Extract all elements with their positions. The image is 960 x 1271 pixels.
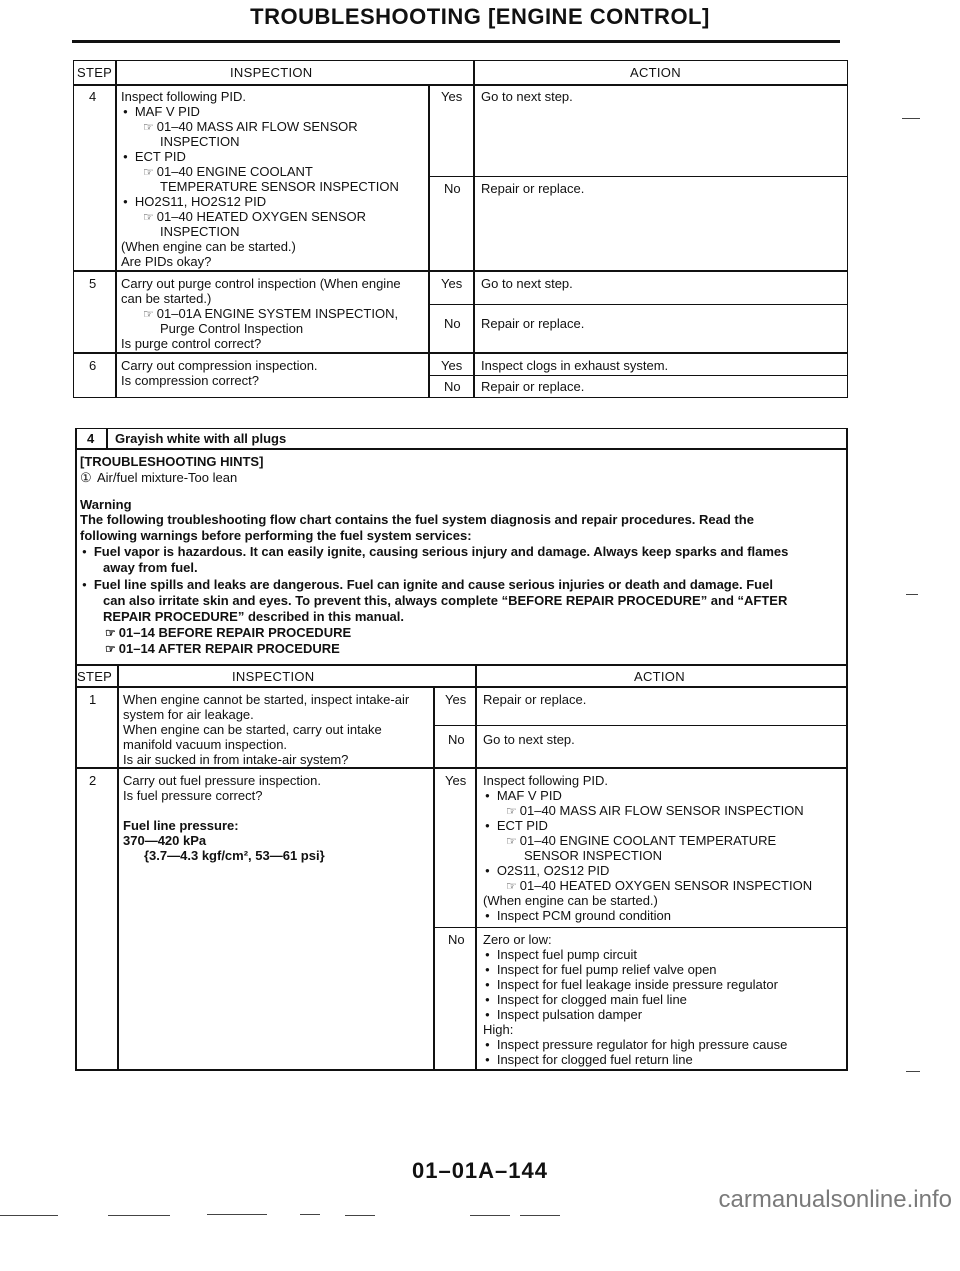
table2-row2-no: No	[448, 932, 465, 947]
table1-row5-yes-action: Go to next step.	[481, 276, 573, 291]
scan-artifact	[207, 1214, 267, 1215]
table2-row1-no-action: Go to next step.	[483, 732, 575, 747]
table1-row4-no-action: Repair or replace.	[481, 181, 585, 196]
title-rule	[72, 40, 840, 43]
table2-header-step: STEP	[77, 669, 113, 684]
table1-row6-yes-action: Inspect clogs in exhaust system.	[481, 358, 669, 373]
table1-header-step: STEP	[77, 65, 113, 80]
table2-row1-yes: Yes	[445, 692, 467, 707]
scan-artifact	[906, 594, 918, 595]
table2-top-rule	[75, 664, 848, 666]
fuel-pressure-value: 370—420 kPa	[123, 833, 207, 848]
table1-row5-yes: Yes	[441, 276, 463, 291]
ref-before-repair: ☞ 01–14 BEFORE REPAIR PROCEDURE	[105, 625, 351, 642]
table2-step-2: 2	[89, 773, 97, 788]
table1-row4-no: No	[444, 181, 461, 196]
fuel-pressure-label: Fuel line pressure:	[123, 818, 239, 833]
section2-heading: Grayish white with all plugs	[115, 431, 287, 446]
table2-step-1: 1	[89, 692, 97, 707]
scan-artifact	[108, 1215, 170, 1216]
table1-header-inspection: INSPECTION	[230, 65, 313, 80]
fuel-pressure-alt: {3.7—4.3 kgf/cm², 53—61 psi}	[144, 848, 325, 863]
table1-row6-no: No	[444, 379, 461, 394]
scan-artifact	[470, 1215, 510, 1216]
scan-artifact	[520, 1215, 560, 1216]
table2-row1-yes-action: Repair or replace.	[483, 692, 587, 707]
watermark: carmanualsonline.info	[718, 1186, 952, 1213]
table1-step-5: 5	[89, 276, 97, 291]
table1-row6-no-action: Repair or replace.	[481, 379, 585, 394]
ref-after-repair: ☞ 01–14 AFTER REPAIR PROCEDURE	[105, 641, 340, 658]
scan-artifact	[906, 1071, 920, 1072]
table1-row4-yes: Yes	[441, 89, 463, 104]
table1-row5-no: No	[444, 316, 461, 331]
hints-title: [TROUBLESHOOTING HINTS]	[80, 454, 264, 469]
table1-step-6: 6	[89, 358, 97, 373]
warning-bullet-2: ● Fuel line spills and leaks are dangerous. Fuel can ignite and cause serious injuries or death and damage. Fuel	[82, 577, 773, 596]
table2-header-action: ACTION	[634, 669, 685, 684]
table2-header-inspection: INSPECTION	[232, 669, 315, 684]
hint-text: Air/fuel mixture-Too lean	[97, 470, 238, 485]
scan-artifact	[345, 1215, 375, 1216]
page-title: TROUBLESHOOTING [ENGINE CONTROL]	[250, 4, 710, 29]
table1-row5-no-action: Repair or replace.	[481, 316, 585, 331]
scan-artifact	[0, 1215, 58, 1216]
table1-row4-yes-action: Go to next step.	[481, 89, 573, 104]
page-number: 01–01A–144	[411, 1158, 548, 1183]
scan-artifact	[902, 118, 920, 119]
table2-row2-yes: Yes	[445, 773, 467, 788]
scan-artifact	[300, 1214, 320, 1215]
hint-marker: ①	[80, 470, 92, 485]
table1-step-4: 4	[89, 89, 97, 104]
warning-title: Warning	[80, 497, 132, 512]
table1-row6-yes: Yes	[441, 358, 463, 373]
table2-row1-no: No	[448, 732, 465, 747]
warning-bullet-1: ● Fuel vapor is hazardous. It can easily ignite, causing serious injury and damage. Always keep sparks and flames	[82, 544, 788, 563]
table2-header-divider	[75, 686, 848, 688]
table1-header-divider	[73, 84, 848, 86]
section2-number: 4	[87, 431, 95, 446]
table1-header-action: ACTION	[630, 65, 681, 80]
